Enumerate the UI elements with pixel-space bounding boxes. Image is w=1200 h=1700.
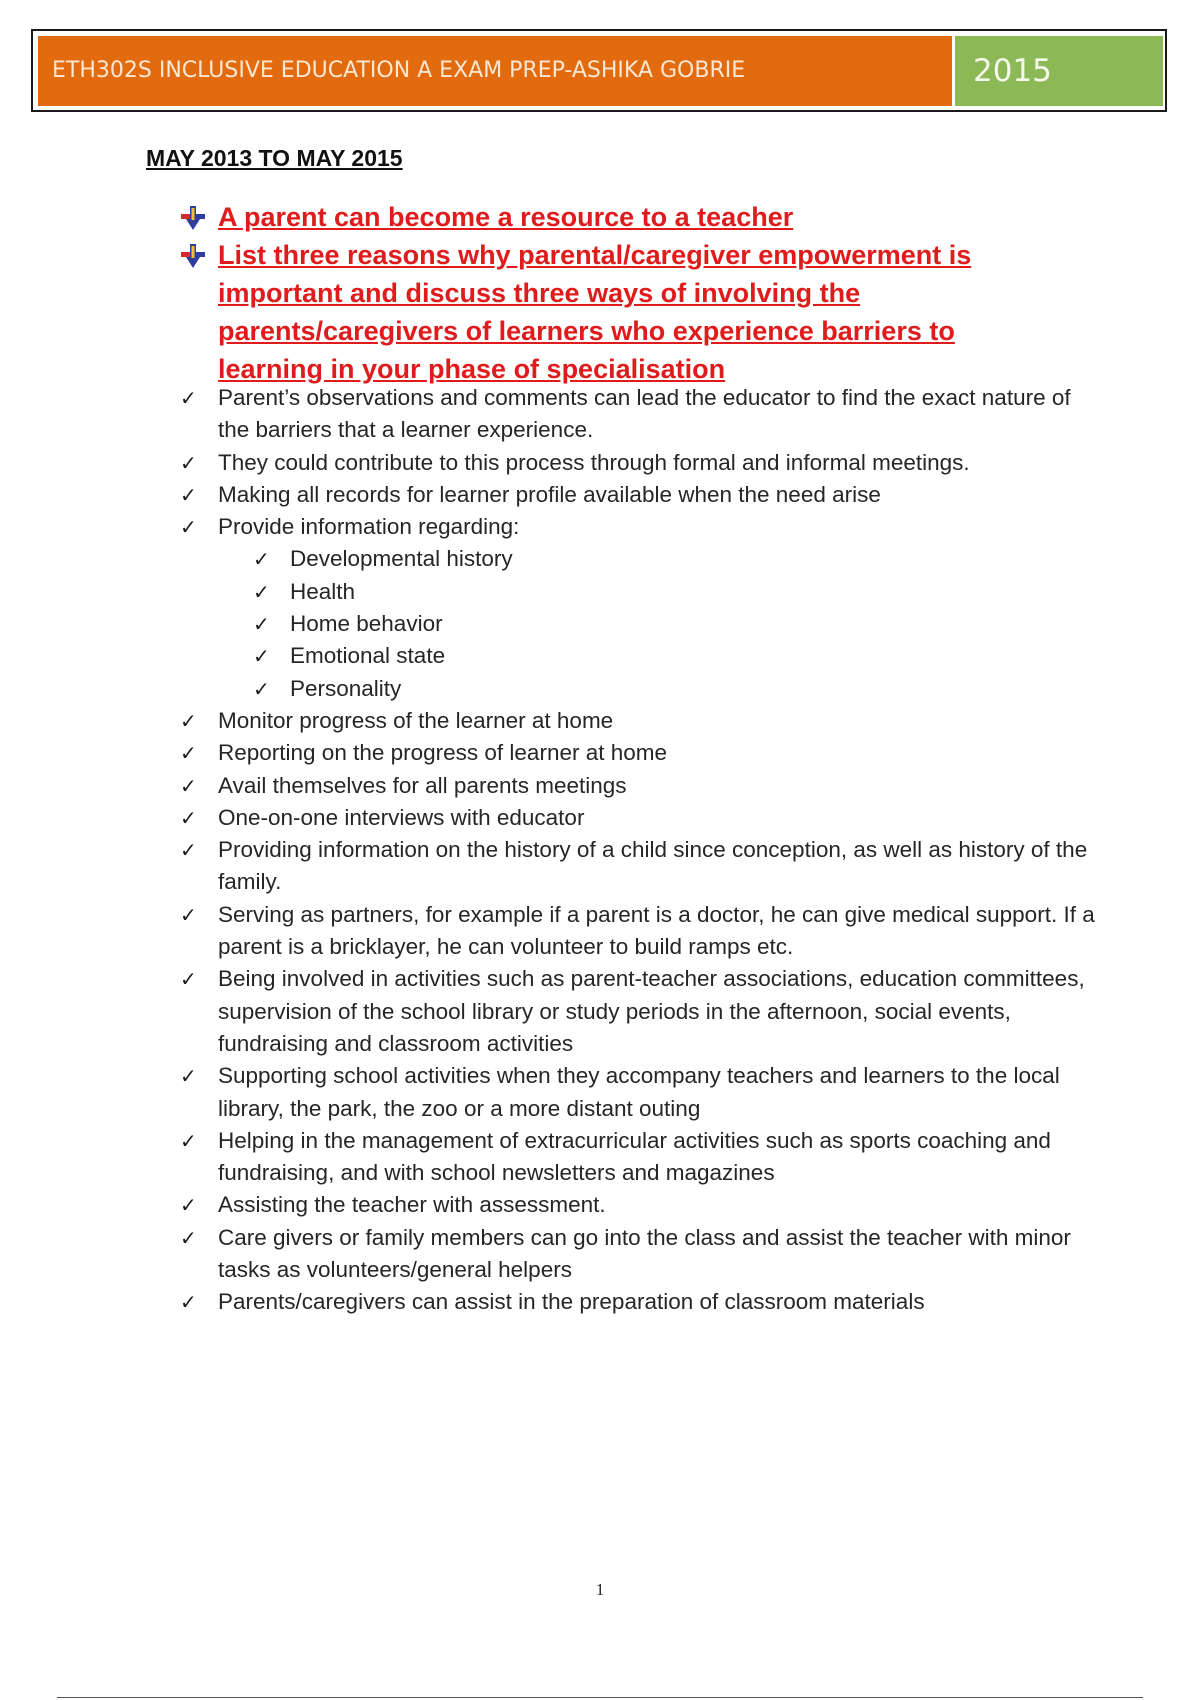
list-item: ✓ Monitor progress of the learner at home: [180, 705, 1100, 737]
sub-list-item: ✓ Health: [180, 576, 1100, 608]
list-item: ✓ Provide information regarding:: [180, 511, 1100, 543]
check-mark-icon: ✓: [180, 741, 197, 766]
check-mark-icon: ✓: [180, 1193, 197, 1218]
question-text: List three reasons why parental/caregiver empowerment is important and discuss three ways of involving the parents/caregivers of learners who experience barriers to learning in your phase of specialisation: [218, 240, 972, 384]
answer-list: [180, 382, 1100, 1319]
check-mark-icon: ✓: [253, 612, 270, 637]
check-mark-icon: ✓: [180, 1225, 197, 1250]
question-text: A parent can become a resource to a teacher: [218, 202, 794, 232]
page-number: 1: [595, 1580, 605, 1599]
list-item: ✓ Parent’s observations and comments can lead the educator to find the exact nature of the barriers that a learner experience.: [180, 382, 1100, 447]
check-mark-icon: ✓: [253, 644, 270, 669]
document-year: 2015: [973, 53, 1052, 89]
header-title-bar: [38, 36, 952, 106]
document-title: ETH302S INCLUSIVE EDUCATION A EXAM PREP-ASHIKA GOBRIE: [52, 58, 746, 83]
sub-list-item: ✓ Emotional state: [180, 640, 1100, 672]
list-item: ✓ Avail themselves for all parents meetings: [180, 770, 1100, 802]
check-mark-icon: ✓: [180, 386, 197, 410]
header-banner: [31, 29, 1167, 112]
list-item: ✓ Helping in the management of extracurricular activities such as sports coaching and fundraising, and with school newsletters and magazines: [180, 1125, 1100, 1190]
header-year-box: [955, 36, 1163, 106]
list-item: ✓ Parents/caregivers can assist in the preparation of classroom materials: [180, 1286, 1100, 1318]
arrow-down-bullet-icon: [180, 205, 206, 231]
footer-divider: [57, 1697, 1143, 1698]
date-range-heading: MAY 2013 TO MAY 2015: [146, 145, 403, 171]
list-item: ✓ They could contribute to this process through formal and informal meetings.: [180, 447, 1100, 479]
list-item: ✓ Care givers or family members can go into the class and assist the teacher with minor tasks as volunteers/general helpers: [180, 1222, 1100, 1287]
check-mark-icon: ✓: [180, 967, 197, 992]
sub-list-item: ✓ Home behavior: [180, 608, 1100, 640]
list-item: ✓ One-on-one interviews with educator: [180, 802, 1100, 834]
list-item: ✓ Making all records for learner profile available when the need arise: [180, 479, 1100, 511]
arrow-down-bullet-icon: [180, 243, 206, 269]
check-mark-icon: ✓: [180, 515, 197, 540]
list-item: ✓ Being involved in activities such as parent-teacher associations, education committees, supervision of the school library or study periods in the afternoon, social events, fundraising and classroom activities: [180, 963, 1100, 1060]
check-mark-icon: ✓: [180, 482, 197, 507]
list-item: ✓ Supporting school activities when they accompany teachers and learners to the local library, the park, the zoo or a more distant outing: [180, 1060, 1100, 1125]
check-mark-icon: ✓: [253, 676, 270, 701]
check-mark-icon: ✓: [253, 579, 270, 604]
sub-list-item: ✓ Developmental history: [180, 543, 1100, 575]
check-mark-icon: ✓: [180, 773, 197, 798]
list-item: ✓ Assisting the teacher with assessment.: [180, 1189, 1100, 1221]
check-mark-icon: ✓: [180, 450, 197, 475]
check-mark-icon: ✓: [180, 1290, 197, 1315]
check-mark-icon: ✓: [180, 838, 197, 863]
check-mark-icon: ✓: [180, 805, 197, 830]
list-item: ✓ Providing information on the history of a child since conception, as well as history of the family.: [180, 834, 1100, 899]
list-item: ✓ Reporting on the progress of learner at home: [180, 737, 1100, 769]
check-mark-icon: ✓: [180, 708, 197, 733]
check-mark-icon: ✓: [180, 1128, 197, 1153]
sub-list-item: ✓ Personality: [180, 673, 1100, 705]
check-mark-icon: ✓: [180, 902, 197, 927]
list-item: ✓ Serving as partners, for example if a parent is a doctor, he can give medical support. If a parent is a bricklayer, he can volunteer to build ramps etc.: [180, 899, 1100, 964]
check-mark-icon: ✓: [253, 547, 270, 572]
check-mark-icon: ✓: [180, 1064, 197, 1089]
